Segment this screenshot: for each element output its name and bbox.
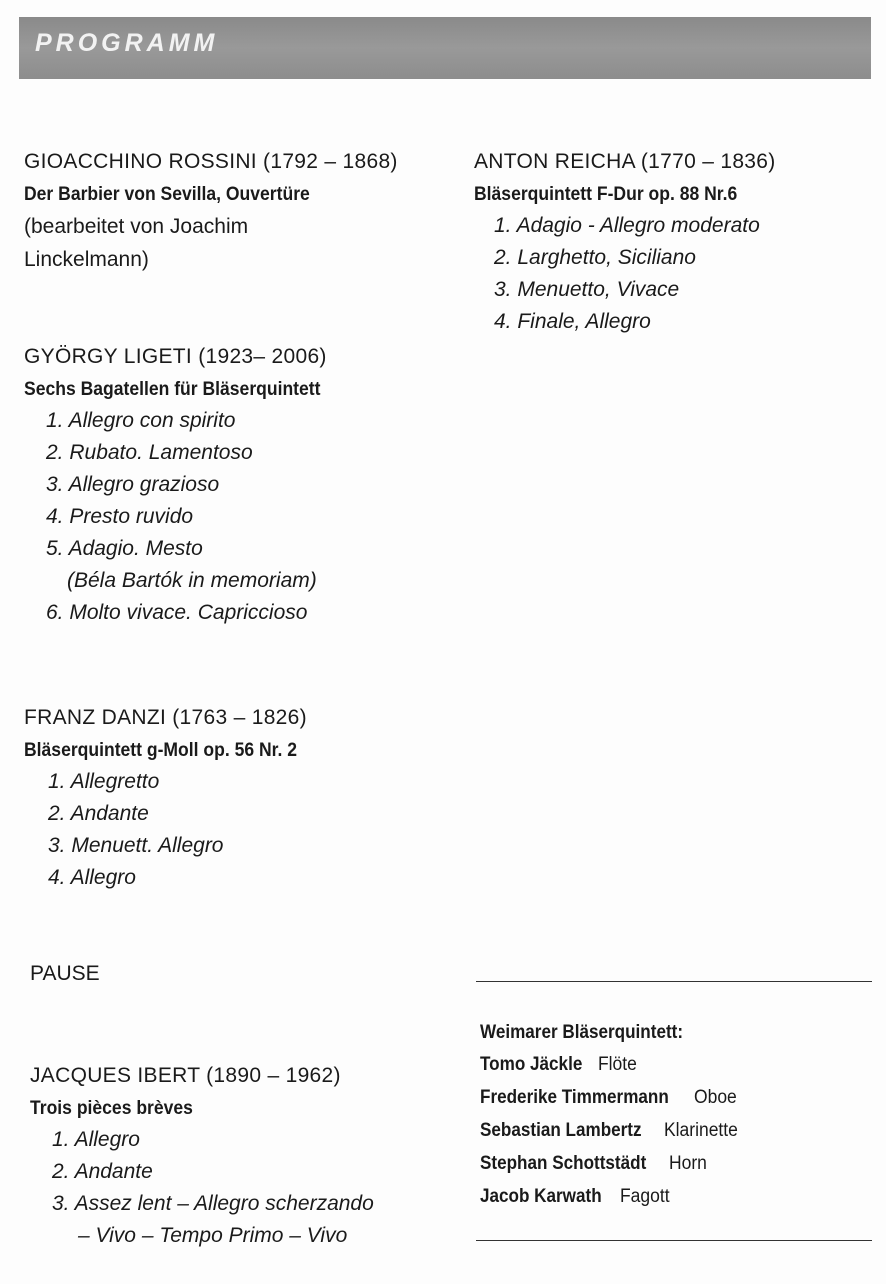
movement: 2. Andante [48,802,149,825]
movement: 4. Finale, Allegro [494,310,651,333]
member-instrument: Flöte [598,1054,638,1075]
work-title: Der Barbier von Sevilla, Ouvertüre [24,183,310,205]
work-title: Bläserquintett g-Moll op. 56 Nr. 2 [24,739,298,761]
member-instrument: Fagott [619,1186,670,1207]
movement: 3. Menuetto, Vivace [494,278,680,301]
member-name: Frederike Timmermann [480,1087,669,1108]
work-title: Sechs Bagatellen für Bläserquintett [24,378,321,400]
rossini-block [24,146,398,276]
composer-name: GYÖRGY LIGETI (1923– 2006) [24,345,327,368]
movement: 2. Larghetto, Siciliano [494,246,696,269]
ibert-block [30,1060,374,1252]
work-title: Bläserquintett F-Dur op. 88 Nr.6 [474,183,738,205]
header-bar [19,17,871,79]
ensemble-member [480,1115,744,1148]
movement: 3. Menuett. Allegro [48,834,224,857]
movement: – Vivo – Tempo Primo – Vivo [78,1224,348,1247]
composer-name: FRANZ DANZI (1763 – 1826) [24,706,307,729]
movement: 2. Andante [52,1160,153,1183]
movement: 1. Adagio - Allegro moderato [494,214,760,237]
reicha-block [474,146,776,338]
pause-label: PAUSE [30,962,100,985]
divider-bottom [476,1240,872,1241]
movement: 3. Assez lent – Allegro scherzando [52,1192,374,1215]
movement-note: (Béla Bartók in memoriam) [67,569,317,592]
member-name: Tomo Jäckle [480,1054,583,1075]
member-name: Sebastian Lambertz [480,1120,642,1141]
page-title: PROGRAMM [35,29,219,57]
member-instrument: Oboe [694,1087,738,1108]
ligeti-block [24,341,353,629]
ensemble-member [480,1049,744,1082]
composer-name: GIOACCHINO ROSSINI (1792 – 1868) [24,150,398,173]
ensemble-member [480,1148,744,1181]
work-note: (bearbeitet von Joachim [24,215,249,238]
work-title: Trois pièces brèves [30,1097,193,1119]
movement: 4. Allegro [48,866,136,889]
ensemble-member [480,1082,744,1115]
movement: 5. Adagio. Mesto [46,537,203,560]
member-name: Stephan Schottstädt [480,1153,647,1174]
member-instrument: Horn [669,1153,708,1174]
movement: 1. Allegro [52,1128,140,1151]
member-name: Jacob Karwath [480,1186,602,1207]
movement: 3. Allegro grazioso [46,473,220,496]
ensemble-title: Weimarer Bläserquintett: [480,1022,684,1043]
ensemble-member [480,1181,744,1214]
movement: 6. Molto vivace. Capriccioso [46,601,308,624]
member-instrument: Klarinette [663,1120,738,1141]
ensemble-block [480,1017,744,1214]
danzi-block [24,702,327,894]
movement: 4. Presto ruvido [46,505,194,528]
composer-name: JACQUES IBERT (1890 – 1962) [30,1064,341,1087]
work-note: Linckelmann) [24,248,149,271]
movement: 1. Allegretto [48,770,160,793]
composer-name: ANTON REICHA (1770 – 1836) [474,150,776,173]
movement: 2. Rubato. Lamentoso [46,441,253,464]
movement: 1. Allegro con spirito [46,409,236,432]
divider-top [476,981,872,982]
